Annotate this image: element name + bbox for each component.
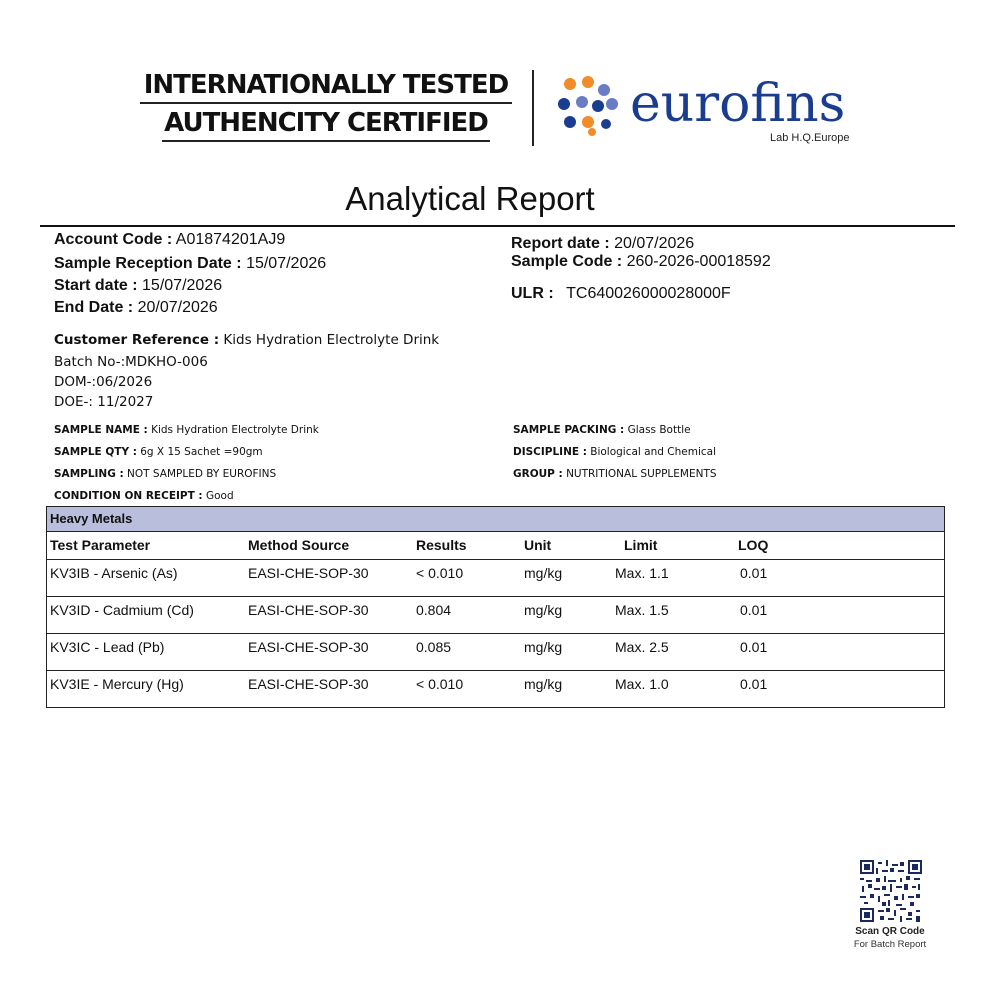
account-code-value: A01874201AJ9 xyxy=(175,231,286,248)
sample-name-label: SAMPLE NAME : xyxy=(54,424,148,436)
cell-unit: mg/kg xyxy=(524,565,563,581)
brand-name: eurofins xyxy=(630,74,846,134)
header-divider xyxy=(532,70,534,146)
discipline-label: DISCIPLINE : xyxy=(513,446,587,458)
qr-caption-subtitle: For Batch Report xyxy=(853,939,927,950)
sampling-label: SAMPLING : xyxy=(54,468,124,480)
brand-subtitle: Lab H.Q.Europe xyxy=(770,132,850,144)
sample-name-line xyxy=(54,419,319,441)
header-limit: Limit xyxy=(624,537,658,553)
end-date-value: 20/07/2026 xyxy=(137,299,218,316)
cell-method-source: EASI-CHE-SOP-30 xyxy=(248,565,369,581)
table-row xyxy=(47,634,944,671)
cell-limit: Max. 1.5 xyxy=(615,602,669,618)
cell-loq: 0.01 xyxy=(740,565,768,581)
discipline-line xyxy=(513,441,716,463)
cell-test-parameter: KV3ID - Cadmium (Cd) xyxy=(50,602,194,618)
tagline-line1: INTERNATIONALLY TESTED xyxy=(140,68,512,104)
reception-date-line xyxy=(54,253,326,275)
account-code-label: Account Code : xyxy=(54,231,173,248)
tagline xyxy=(140,68,512,142)
account-code-line xyxy=(54,229,285,251)
cell-result: < 0.010 xyxy=(416,565,464,581)
sampling-value: NOT SAMPLED BY EUROFINS xyxy=(127,468,277,480)
cell-method-source: EASI-CHE-SOP-30 xyxy=(248,676,369,692)
group-value: NUTRITIONAL SUPPLEMENTS xyxy=(566,468,717,480)
reception-date-label: Sample Reception Date : xyxy=(54,255,242,272)
table-row xyxy=(47,597,944,634)
header-method-source: Method Source xyxy=(248,537,350,553)
cell-test-parameter: KV3IC - Lead (Pb) xyxy=(50,639,165,655)
discipline-value: Biological and Chemical xyxy=(590,446,716,458)
table-header-row xyxy=(47,532,944,560)
end-date-label: End Date : xyxy=(54,299,134,316)
cell-limit: Max. 1.0 xyxy=(615,676,669,692)
cell-unit: mg/kg xyxy=(524,602,563,618)
qr-code-icon[interactable] xyxy=(860,860,922,922)
condition-value: Good xyxy=(205,490,234,502)
batch-number: Batch No-:MDKHO-006 xyxy=(54,354,208,370)
cell-loq: 0.01 xyxy=(740,676,768,692)
reception-date-value: 15/07/2026 xyxy=(246,255,327,272)
cell-limit: Max. 1.1 xyxy=(615,565,669,581)
cell-test-parameter: KV3IB - Arsenic (As) xyxy=(50,565,178,581)
start-date-label: Start date : xyxy=(54,277,138,294)
qr-caption-title: Scan QR Code xyxy=(855,926,925,937)
table-category: Heavy Metals xyxy=(47,507,944,532)
report-date-label: Report date : xyxy=(511,235,610,252)
group-line xyxy=(513,463,717,485)
sample-qty-label: SAMPLE QTY : xyxy=(54,446,137,458)
ulr-line xyxy=(511,283,731,305)
cell-result: < 0.010 xyxy=(416,676,464,692)
sample-name-value: Kids Hydration Electrolyte Drink xyxy=(151,424,319,436)
eurofins-logo-icon xyxy=(556,74,620,138)
cell-unit: mg/kg xyxy=(524,676,563,692)
cell-result: 0.085 xyxy=(416,639,452,655)
condition-label: CONDITION ON RECEIPT : xyxy=(54,490,203,502)
tagline-line2: AUTHENCITY CERTIFIED xyxy=(162,106,490,142)
cell-test-parameter: KV3IE - Mercury (Hg) xyxy=(50,676,184,692)
customer-reference-line xyxy=(54,330,439,350)
ulr-value: TC640026000028000F xyxy=(566,285,731,302)
start-date-value: 15/07/2026 xyxy=(142,277,223,294)
end-date-line xyxy=(54,297,218,319)
title-rule xyxy=(40,225,955,227)
header-results: Results xyxy=(416,537,467,553)
sample-packing-value: Glass Bottle xyxy=(627,424,691,436)
cell-unit: mg/kg xyxy=(524,639,563,655)
table-row xyxy=(47,671,944,707)
group-label: GROUP : xyxy=(513,468,563,480)
date-of-expiry: DOE-: 11/2027 xyxy=(54,394,154,410)
header-loq: LOQ xyxy=(738,537,769,553)
header-test-parameter: Test Parameter xyxy=(50,537,151,553)
sample-qty-value: 6g X 15 Sachet =90gm xyxy=(140,446,263,458)
date-of-manufacture: DOM-:06/2026 xyxy=(54,374,153,390)
sample-code-value: 260-2026-00018592 xyxy=(626,253,771,270)
start-date-line xyxy=(54,275,222,297)
cell-method-source: EASI-CHE-SOP-30 xyxy=(248,639,369,655)
cell-result: 0.804 xyxy=(416,602,452,618)
header-unit: Unit xyxy=(524,537,552,553)
cell-method-source: EASI-CHE-SOP-30 xyxy=(248,602,369,618)
sample-code-label: Sample Code : xyxy=(511,253,623,270)
condition-line xyxy=(54,485,234,507)
cell-loq: 0.01 xyxy=(740,602,768,618)
sample-packing-label: SAMPLE PACKING : xyxy=(513,424,625,436)
report-date-value: 20/07/2026 xyxy=(614,235,695,252)
report-title: Analytical Report xyxy=(345,180,595,217)
sample-qty-line xyxy=(54,441,263,463)
sample-code-line xyxy=(511,251,771,273)
sample-packing-line xyxy=(513,419,691,441)
table-row xyxy=(47,560,944,597)
customer-reference-label: Customer Reference : xyxy=(54,332,220,348)
ulr-label: ULR : xyxy=(511,285,554,302)
cell-limit: Max. 2.5 xyxy=(615,639,669,655)
sampling-line xyxy=(54,463,276,485)
cell-loq: 0.01 xyxy=(740,639,768,655)
results-table xyxy=(46,506,945,708)
customer-reference-value: Kids Hydration Electrolyte Drink xyxy=(223,332,440,348)
